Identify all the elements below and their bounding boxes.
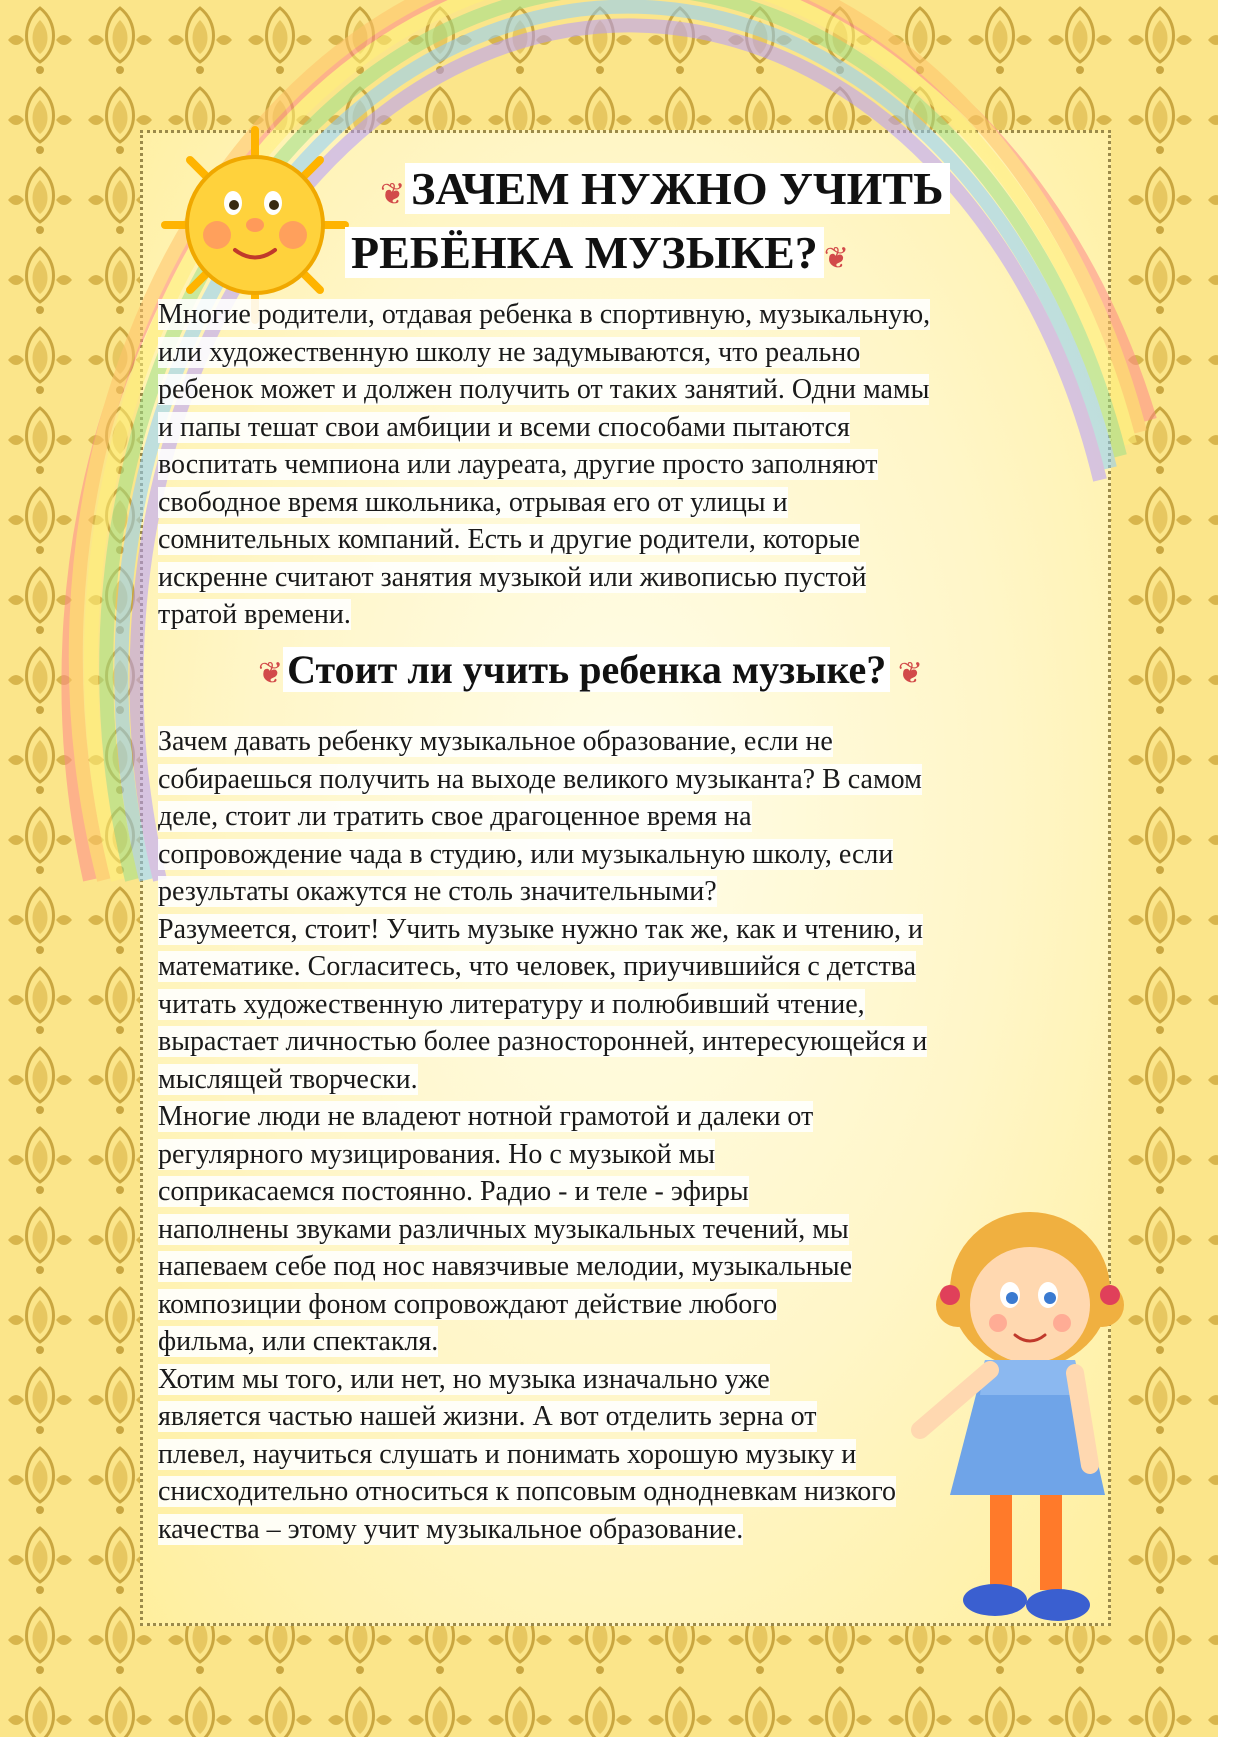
text-line: Хотим мы того, или нет, но музыка изначально уже [158, 1363, 770, 1395]
text-line: напеваем себе под нос навязчивые мелодии, музыкальные [158, 1251, 853, 1282]
page-title [351, 160, 1000, 288]
text-line: деле, стоит ли тратить свое драгоценное время на [158, 801, 752, 832]
text-line: математике. Согласитесь, что человек, приучившийся с детства [158, 951, 917, 982]
text-line: регулярного музицирования. Но с музыкой мы [158, 1138, 716, 1170]
text-line: мыслящей творчески. [158, 1063, 418, 1095]
text-line: ребенок может и должен получить от таких занятий. Одни мамы [158, 374, 930, 405]
girl-illustration [880, 1195, 1130, 1655]
title-line-1: ЗАЧЕМ НУЖНО УЧИТЬ [405, 163, 949, 214]
text-line: является частью нашей жизни. А вот отделить зерна от [158, 1401, 817, 1432]
text-line: вырастает личностью более разносторонней, интересующейся и [158, 1026, 928, 1057]
text-line: сопровождение чада в студию, или музыкальную школу, если [158, 838, 894, 870]
text-line: искренне считают занятия музыкой или живописью пустой [158, 561, 867, 593]
text-line: фильма, или спектакля. [158, 1326, 439, 1357]
text-line: тратой времени. [158, 599, 351, 630]
section-subtitle: ❦ Стоит ли учить ребенка музыке? ❦ [258, 647, 923, 692]
text-line: читать художественную литературу и полюбивший чтение, [158, 988, 865, 1020]
text-line: сомнительных компаний. Есть и другие родители, которые [158, 524, 860, 555]
swirl-icon: ❦ [823, 242, 849, 275]
text-line: или художественную школу не задумываются, что реально [158, 336, 861, 368]
text-line: и папы тешат свои амбиции и всеми способами пытаются [158, 411, 850, 443]
title-line-2: РЕБЁНКА МУЗЫКЕ? [345, 227, 824, 278]
text-line: композиции фоном сопровождают действие любого [158, 1288, 778, 1320]
text-line: плевел, научиться слушать и понимать хорошую музыку и [158, 1438, 857, 1470]
swirl-icon: ❦ [890, 657, 923, 690]
text-line: наполнены звуками различных музыкальных течений, мы [158, 1213, 849, 1245]
text-line: Зачем давать ребенку музыкальное образование, если не [158, 726, 833, 757]
text-line: качества – этому учит музыкальное образование. [158, 1513, 744, 1545]
intro-paragraph [158, 296, 1083, 634]
text-line: свободное время школьника, отрывая его от улицы и [158, 486, 788, 518]
text-line: Разумеется, стоит! Учить музыке нужно так же, как и чтению, и [158, 913, 923, 945]
text-line: снисходительно относиться к попсовым однодневкам низкого [158, 1476, 897, 1507]
text-line: соприкасаемся постоянно. Радио - и теле - эфиры [158, 1176, 749, 1207]
sun-icon [145, 125, 365, 325]
text-line: воспитать чемпиона или лауреата, другие просто заполняют [158, 449, 878, 480]
text-line: результаты окажутся не столь значительными? [158, 876, 717, 907]
text-line: собираешься получить на выходе великого музыканта? В самом [158, 763, 922, 795]
swirl-icon: ❦ [258, 657, 284, 690]
text-line: Многие родители, отдавая ребенка в спортивную, музыкальную, [158, 299, 931, 330]
swirl-icon: ❦ [380, 178, 406, 211]
text-line: Многие люди не владеют нотной грамотой и далеки от [158, 1101, 814, 1132]
